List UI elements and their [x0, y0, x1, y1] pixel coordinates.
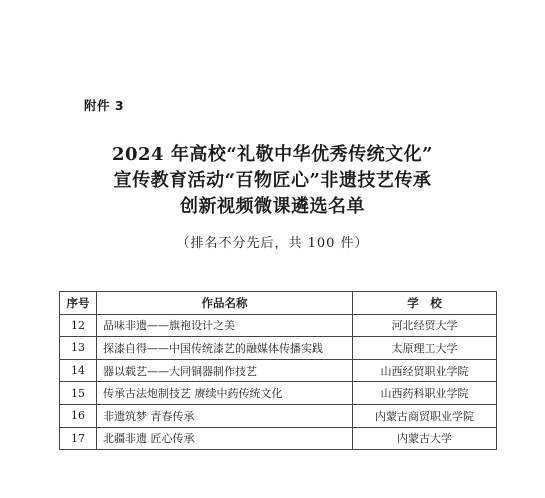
- header-work-title: 作品名称: [97, 292, 353, 315]
- row-work-title: 器以载艺——大同铜器制作技艺: [97, 359, 353, 382]
- row-school: 内蒙古大学: [353, 427, 497, 450]
- row-index: 14: [60, 359, 97, 382]
- row-index: 12: [60, 314, 97, 337]
- row-work-title: 北疆非遗 匠心传承: [97, 427, 353, 450]
- selection-table: [59, 291, 497, 450]
- header-index: 序号: [60, 292, 97, 315]
- ranking-note: （排名不分先后，共 100 件）: [176, 236, 369, 251]
- row-work-title: 探漆自得——中国传统漆艺的融媒体传播实践: [97, 337, 353, 360]
- row-school: 河北经贸大学: [353, 314, 497, 337]
- row-school: 山西药科职业学院: [353, 382, 497, 405]
- row-school: 太原理工大学: [353, 337, 497, 360]
- table-row: [60, 382, 497, 405]
- row-index: 17: [60, 427, 97, 450]
- title-line-3: 创新视频微课遴选名单: [180, 196, 365, 217]
- row-index: 13: [60, 337, 97, 360]
- table-row: [60, 404, 497, 427]
- row-work-title: 传承古法炮制技艺 赓续中药传统文化: [97, 382, 353, 405]
- table-header-row: [60, 292, 497, 315]
- row-work-title: 非遗筑梦 青春传承: [97, 404, 353, 427]
- table-row: [60, 314, 497, 337]
- table-row: [60, 337, 497, 360]
- title-line-1: 2024 年高校“礼敬中华优秀传统文化”: [111, 144, 434, 165]
- row-index: 15: [60, 382, 97, 405]
- row-school: 内蒙古商贸职业学院: [353, 404, 497, 427]
- row-index: 16: [60, 404, 97, 427]
- attachment-label: 附件 3: [84, 98, 125, 113]
- table-row: [60, 427, 497, 450]
- header-school: 学 校: [353, 292, 497, 315]
- table-row: [60, 359, 497, 382]
- row-work-title: 品味非遗——旗袍设计之美: [97, 314, 353, 337]
- title-line-2: 宣传教育活动“百物匠心”非遗技艺传承: [113, 170, 432, 191]
- row-school: 山西经贸职业学院: [353, 359, 497, 382]
